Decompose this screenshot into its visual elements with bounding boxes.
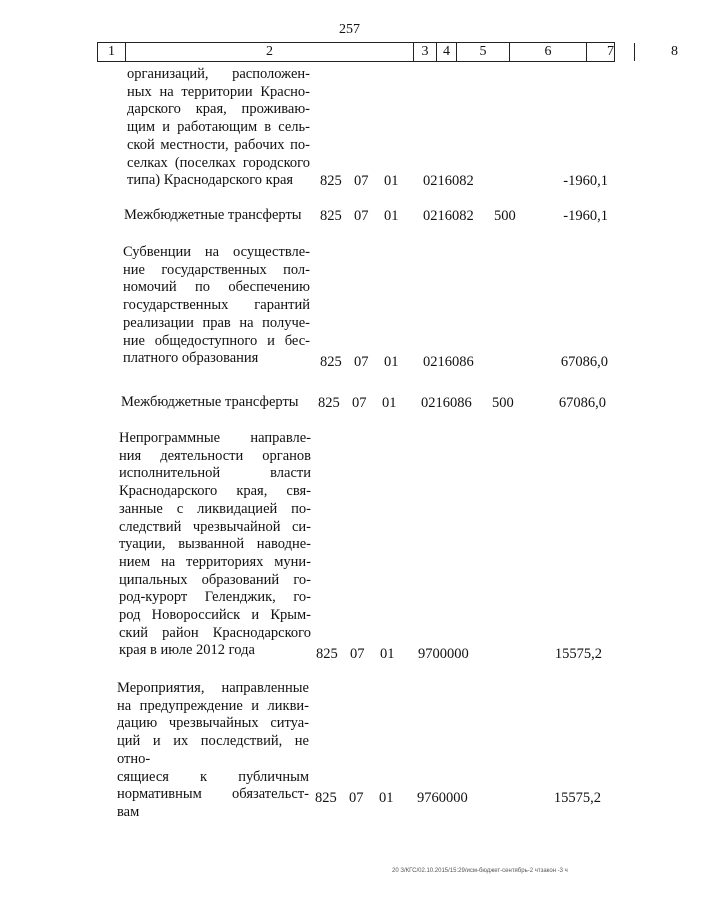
row-value-c6: 9700000 — [418, 646, 469, 662]
header-col-8: 8 — [671, 44, 678, 59]
row-value-c8: 15575,2 — [553, 790, 601, 806]
row-value-c4: 07 — [349, 790, 364, 806]
row-value-c3: 825 — [316, 646, 338, 662]
row-description: организаций, расположен- ных на территории Красно- дарского края, проживаю- щим и работающим в сель- ской местности, рабочих по- селках (поселках городского типа) Краснодарского края — [127, 66, 310, 189]
row-value-c5: 01 — [379, 790, 394, 806]
header-col-7: 7 — [587, 43, 635, 61]
row-value-c3: 825 — [320, 354, 342, 370]
row-value-c8: 15575,2 — [554, 646, 602, 662]
row-value-c5: 01 — [384, 173, 399, 189]
row-value-c5: 01 — [380, 646, 395, 662]
row-value-c3: 825 — [320, 208, 342, 224]
row-value-c5: 01 — [384, 208, 399, 224]
row-value-c6: 9760000 — [417, 790, 468, 806]
row-value-c3: 825 — [315, 790, 337, 806]
row-value-c4: 07 — [350, 646, 365, 662]
row-value-c5: 01 — [382, 395, 397, 411]
row-value-c6: 0216086 — [423, 354, 474, 370]
row-value-c3: 825 — [320, 173, 342, 189]
row-value-c5: 01 — [384, 354, 399, 370]
row-value-c7: 500 — [492, 395, 514, 411]
row-value-c3: 825 — [318, 395, 340, 411]
table-header — [97, 42, 678, 62]
header-col-3: 3 — [414, 43, 437, 61]
row-value-c8: -1960,1 — [563, 173, 608, 189]
document-footer: 20 З/КГС/02.10.2015/15:29/исм-бюджет-сентябрь-2 чтзакон -3 ч — [392, 868, 568, 874]
row-value-c4: 07 — [354, 173, 369, 189]
row-value-c8: 67086,0 — [560, 354, 608, 370]
header-col-1: 1 — [98, 43, 126, 61]
row-value-c6: 0216082 — [423, 173, 474, 189]
row-description: Непрограммные направле- ния деятельности органов исполнительной власти Краснодарского края, свя- занные с ликвидацией по- следствий чрезвычайной си- туации, вызванной наводне- нием на территориях муни- ципальных образований го- род-курорт Геленджик, го- род Новороссийск и Крым- ский район Краснодарского края в июле 2012 года — [119, 430, 311, 659]
row-value-c6: 0216082 — [423, 208, 474, 224]
row-value-c8: -1960,1 — [563, 208, 608, 224]
header-col-6: 6 — [510, 43, 587, 61]
header-col-2: 2 — [126, 43, 414, 61]
header-col-4: 4 — [437, 43, 457, 61]
row-description: Межбюджетные трансферты — [121, 394, 299, 410]
row-value-c6: 0216086 — [421, 395, 472, 411]
row-value-c4: 07 — [354, 208, 369, 224]
row-description: Мероприятия, направленные на предупреждение и ликви- дацию чрезвычайных ситуа- ций и их последствий, не отно- сящиеся к публичным нормативным обязательст- вам — [117, 680, 309, 820]
row-value-c4: 07 — [354, 354, 369, 370]
row-value-c8: 67086,0 — [558, 395, 606, 411]
row-description: Межбюджетные трансферты — [124, 207, 302, 223]
row-value-c4: 07 — [352, 395, 367, 411]
header-col-5: 5 — [457, 43, 510, 61]
row-value-c7: 500 — [494, 208, 516, 224]
row-description: Субвенции на осуществле- ние государственных пол- номочий по обеспечению государственных гарантий реализации прав на получе- ние общедоступного и бес- платного образования — [123, 244, 310, 367]
page-number: 257 — [339, 22, 360, 37]
